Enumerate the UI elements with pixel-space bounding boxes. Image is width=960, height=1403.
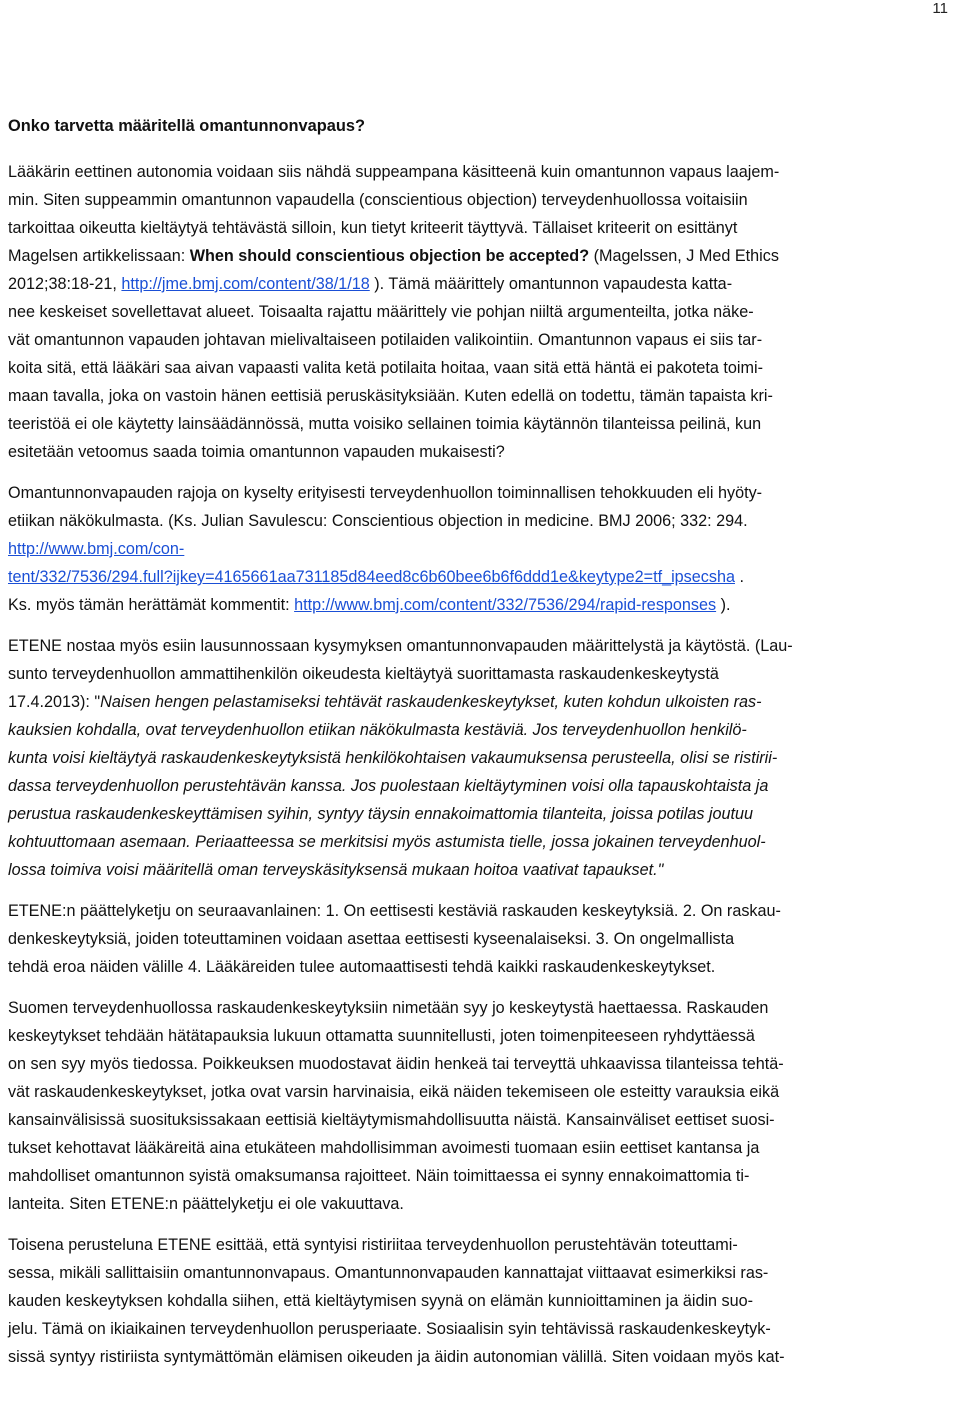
text-span: ). Tämä määrittely omantunnon vapaudesta katta- [369,275,733,293]
text-line: lanteita. Siten ETENE:n päättelyketju ei ole vakuuttava. [8,1195,404,1213]
text-line: Toisena perusteluna ETENE esittää, että syntyisi ristiriitaa terveydenhuollon perustehtävän toteuttami- [8,1236,738,1254]
text-span: . [734,568,744,586]
text-line: tehdä eroa näiden välille 4. Lääkäreiden tulee automaattisesti tehdä kaikki raskaudenkeskeytykset. [8,958,716,976]
text-line: denkeskeytyksiä, joiden toteuttaminen voidaan asettaa eettisesti kyseenalaiseksi. 3. On ongelmallista [8,930,735,948]
quote-line: kohtuuttomaan asemaan. Periaatteessa se merkitsisi myös astumista tielle, jossa jokainen terveydenhuol- [8,833,766,851]
text-line: tukset kehottavat lääkäreitä aina etukäteen mahdollisimman avoimesti tuomaan esiin eettiset kantansa ja [8,1139,760,1157]
quote-line: dassa terveydenhuollon perustehtävän kanssa. Jos puolestaan kieltäytyminen voisi olla tapauskohtaista ja [8,777,769,795]
paragraph-4 [8,897,952,981]
text-span: Ks. myös tämän herättämät kommentit: [8,596,295,614]
jme-article-link[interactable]: http://jme.bmj.com/content/38/1/18 [121,275,370,293]
text-line: on sen syy myös tiedossa. Poikkeuksen muodostavat äidin henkeä tai terveyttä uhkaavissa tilanteissa tehtä- [8,1055,784,1073]
paragraph-5 [8,994,952,1218]
text-line: ETENE:n päättelyketju on seuraavanlainen: 1. On eettisesti kestäviä raskauden keskeytyksiä. 2. On raskau- [8,902,781,920]
text-span: (Magelssen, J Med Ethics [589,247,779,265]
bmj-rapid-responses-link[interactable]: http://www.bmj.com/content/332/7536/294/rapid-responses [294,596,717,614]
text-line: nee keskeiset sovellettavat alueet. Toisaalta rajattu määrittely vie pohjan niiltä argumenteilta, jotka näke- [8,303,754,321]
quote-line: kauksien kohdalla, ovat terveydenhuollon etiikan näkökulmasta kestäviä. Jos terveydenhuollon henkilö- [8,721,747,739]
page-content [8,112,952,1371]
text-line: vät omantunnon vapauden johtavan mielivaltaiseen potilaiden valikointiin. Omantunnon vapaus ei siis tar- [8,331,763,349]
quote-line: kunta voisi kieltäytyä raskaudenkeskeytyksistä henkilökohtaisen vakaumuksensa perusteella, olisi se ristirii- [8,749,778,767]
text-line [8,591,952,619]
quote-text: Naisen hengen pelastamiseksi tehtävät raskaudenkeskeytykset, kuten kohdun ulkoisten ras- [100,693,762,711]
text-line: koita sitä, että lääkäri saa aivan vapaasti valita ketä potilaita hoitaa, vaan sitä että häntä ei pakoteta toimi- [8,359,763,377]
text-line: sissä syntyy ristiriista syntymättömän elämisen oikeuden ja äidin autonomian välillä. Siten voidaan myös kat- [8,1348,785,1366]
text-line: etiikan näkökulmasta. (Ks. Julian Savulescu: Conscientious objection in medicine. BMJ 2006; 332: 294. [8,512,748,530]
section-heading: Onko tarvetta määritellä omantunnonvapaus? [8,117,366,135]
text-line: mahdolliset omantunnon syistä omaksumansa rajoitteet. Näin toimittaessa ei synny ennakoimattomia ti- [8,1167,750,1185]
text-line: min. Siten suppeammin omantunnon vapaudella (conscientious objection) terveydenhuollossa voitaisiin [8,191,748,209]
bmj-article-link-part-1[interactable]: http://www.bmj.com/con- [8,540,185,558]
text-line [8,535,952,563]
text-line: sessa, mikäli sallittaisiin omantunnonvapaus. Omantunnonvapauden kannattajat viittaavat esimerkiksi ras- [8,1264,769,1282]
page-number: 11 [932,0,948,17]
text-line [8,563,952,591]
article-title: When should conscientious objection be accepted? [189,247,590,265]
text-line: ETENE nostaa myös esiin lausunnossaan kysymyksen omantunnonvapauden määrittelystä ja käytöstä. (Lau- [8,637,793,655]
text-line: vät raskaudenkeskeytykset, jotka ovat varsin harvinaisia, eikä näiden tekemiseen ole esteitty varauksia eikä [8,1083,780,1101]
bmj-article-link-part-2[interactable]: tent/332/7536/294.full?ijkey=4165661aa731185d84eed8c6b60bee6b6f6ddd1e&keytype2=tf_ipsecsha [8,568,735,586]
quote-line: lossa toimiva voisi määritellä oman terveyskäsityksensä mukaan hoitoa vaativat tapaukset." [8,861,664,879]
paragraph-1 [8,158,952,466]
text-line: kauden keskeytyksen kohdalla siihen, että kieltäytymisen syynä on elämän kunnioittaminen ja äidin suo- [8,1292,754,1310]
text-span: 17.4.2013): " [8,693,101,711]
text-line: tarkoittaa oikeutta kieltäytyä tehtävästä silloin, kun tietyt kriteerit täyttyvä. Tällaiset kriteerit on esittänyt [8,219,738,237]
quote-line: perustua raskaudenkeskeyttämisen syihin, syntyy täysin ennakoimattomia tilanteita, joissa potilas joutuu [8,805,754,823]
paragraph-3 [8,632,952,884]
text-line [8,242,952,270]
text-line [8,270,952,298]
text-line: Omantunnonvapauden rajoja on kyselty erityisesti terveydenhuollon toiminnallisen tehokkuuden eli hyöty- [8,484,763,502]
text-span: 2012;38:18-21, [8,275,122,293]
paragraph-6 [8,1231,952,1371]
text-line: jelu. Tämä on ikiaikainen terveydenhuollon perusperiaate. Sosiaalisin syin tehtävissä raskaudenkeskeytyk- [8,1320,771,1338]
text-line: Lääkärin eettinen autonomia voidaan siis nähdä suppeampana käsitteenä kuin omantunnon vapaus laajem- [8,163,780,181]
text-line: keskeytykset tehdään hätätapauksia lukuun ottamatta suunnitellusti, joten toimenpiteeseen ryhdyttäessä [8,1027,755,1045]
text-line: sunto terveydenhuollon ammattihenkilön oikeudesta kieltäytyä suorittamasta raskaudenkeskeytystä [8,665,719,683]
text-line: teeristöä ei ole käytetty lainsäädännössä, mutta voisiko sellainen toimia käytännön tilanteissa peilinä, kun [8,415,762,433]
text-span: ). [716,596,731,614]
text-line [8,688,952,716]
text-line: kansainvälisissä suosituksissakaan eettisiä kieltäytymismahdollisuutta näistä. Kansainväliset eettiset suosi- [8,1111,775,1129]
text-line: esitetään vetoomus saada toimia omantunnon vapauden mukaisesti? [8,443,505,461]
text-line: Suomen terveydenhuollossa raskaudenkeskeytyksiin nimetään syy jo keskeytystä haettaessa. Raskauden [8,999,769,1017]
text-span: Magelsen artikkelissaan: [8,247,190,265]
paragraph-2 [8,479,952,619]
text-line: maan tavalla, joka on vastoin hänen eettisiä peruskäsityksiään. Kuten edellä on todettu, tämän tapaista kri- [8,387,773,405]
